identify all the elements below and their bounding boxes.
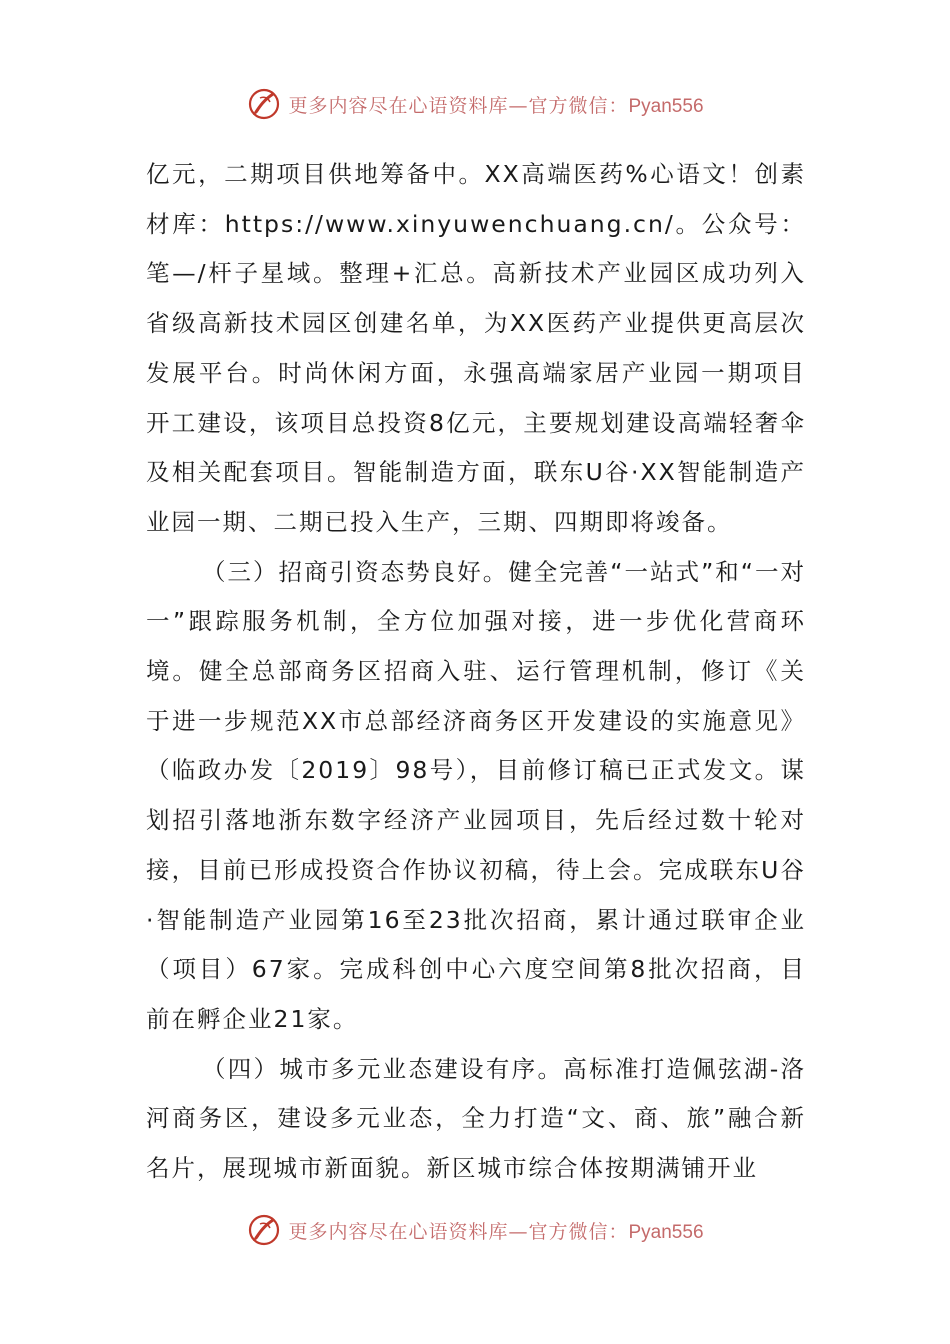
footer-banner (0, 1210, 950, 1250)
header-banner (0, 84, 950, 124)
paragraph-3: （四）城市多元业态建设有序。高标准打造佩弦湖-洛河商务区，建设多元业态，全力打造“文、商、旅”融合新名片，展现城市新面貌。新区城市综合体按期满铺开业 (146, 1054, 806, 1183)
header-wechat-id: Pyan556 (628, 95, 704, 117)
footer-banner-text: 更多内容尽在心语资料库—官方微信：Pyan556 (288, 1220, 704, 1243)
header-banner-text: 更多内容尽在心语资料库—官方微信：Pyan556 (288, 94, 704, 117)
pen-logo-icon (246, 1212, 282, 1248)
pen-logo-icon (246, 86, 282, 122)
paragraph-1: 亿元，二期项目供地筹备中。XX高端医药%心语文！创素材库：https://www.xinyuwenchuang.cn/。公众号：笔—/杆子星域。整理+汇总。高新技术产业园区成功列入省级高新技术园区创建名单，为XX医药产业提供更高层次发展平台。时尚休闲方面，永强高端家居产业园一期项目开工建设，该项目总投资8亿元，主要规划建设高端轻奢伞及相关配套项目。智能制造方面，联东U谷·XX智能制造产业园一期、二期已投入生产，三期、四期即将竣备。 (146, 160, 806, 536)
footer-wechat-id: Pyan556 (628, 1221, 704, 1243)
paragraph-2: （三）招商引资态势良好。健全完善“一站式”和“一对一”跟踪服务机制，全方位加强对接，进一步优化营商环境。健全总部商务区招商入驻、运行管理机制，修订《关于进一步规范XX市总部经济商务区开发建设的实施意见》（临政办发〔2019〕98号），目前修订稿已正式发文。谋划招引落地浙东数字经济产业园项目，先后经过数十轮对接，目前已形成投资合作协议初稿，待上会。完成联东U谷·智能制造产业园第16至23批次招商，累计通过联审企业（项目）67家。完成科创中心六度空间第8批次招商，目前在孵企业21家。 (146, 557, 806, 1033)
document-body (146, 150, 806, 1194)
